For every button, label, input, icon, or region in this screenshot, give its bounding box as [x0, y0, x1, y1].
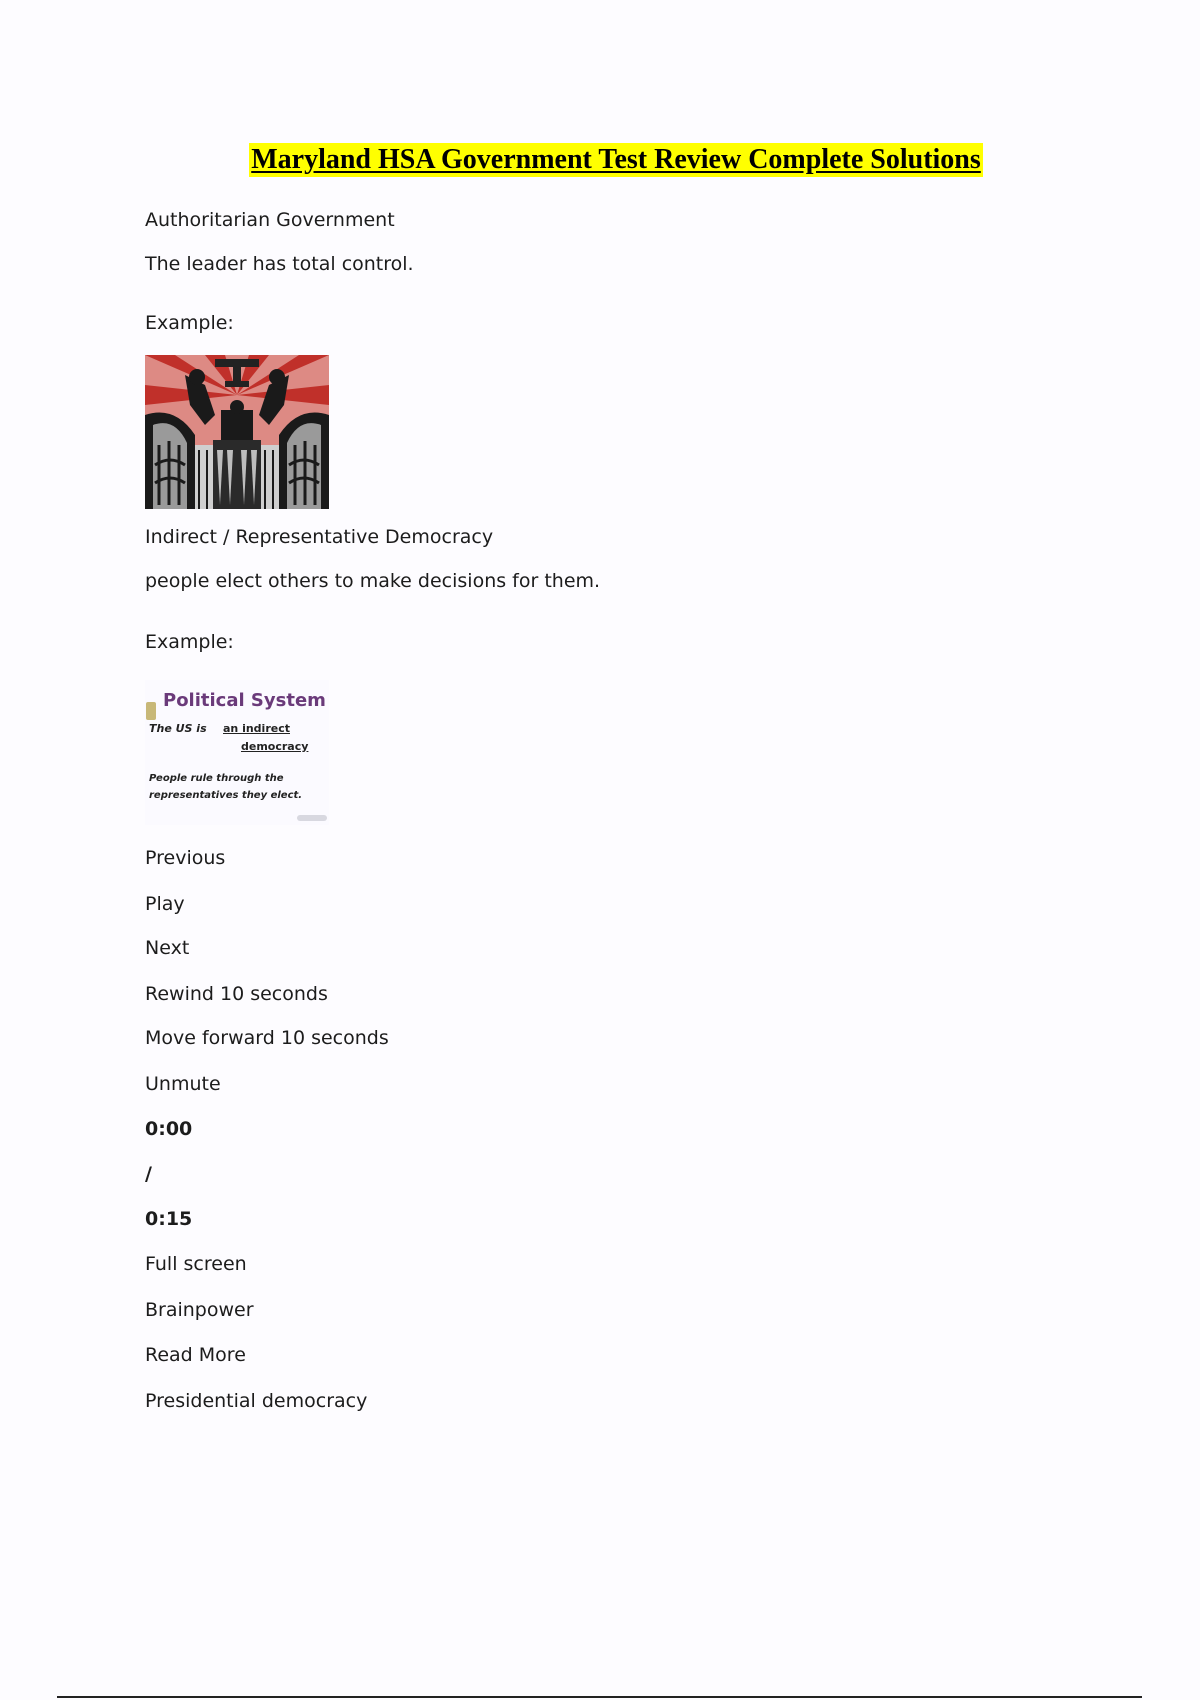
next-button[interactable]: Next — [145, 937, 190, 959]
authoritarian-poster-image — [145, 355, 329, 509]
slide-bullet-mark — [146, 702, 156, 720]
title-container — [0, 143, 1200, 177]
term-definition-authoritarian: The leader has total control. — [145, 253, 414, 275]
previous-button[interactable]: Previous — [145, 847, 226, 869]
footer-divider — [57, 1696, 1142, 1698]
slide-line-3: democracy — [241, 740, 309, 753]
slide-line-2: an indirect — [223, 722, 290, 735]
play-button[interactable]: Play — [145, 893, 185, 915]
brainpower-text: Brainpower — [145, 1299, 254, 1321]
slide-line-1: The US is — [149, 722, 207, 735]
term-heading-authoritarian: Authoritarian Government — [145, 209, 395, 231]
political-system-slide-image — [145, 680, 329, 825]
forward-button[interactable]: Move forward 10 seconds — [145, 1027, 389, 1049]
example-label-authoritarian: Example: — [145, 312, 234, 334]
term-heading-presidential-democracy: Presidential democracy — [145, 1390, 368, 1412]
duration: 0:15 — [145, 1208, 193, 1230]
unmute-button[interactable]: Unmute — [145, 1073, 221, 1095]
term-heading-indirect-democracy: Indirect / Representative Democracy — [145, 526, 494, 548]
example-label-indirect-democracy: Example: — [145, 631, 234, 653]
current-time: 0:00 — [145, 1118, 193, 1140]
slide-line-5: representatives they elect. — [149, 790, 303, 801]
time-separator: / — [145, 1163, 152, 1185]
document-title: Maryland HSA Government Test Review Complete Solutions — [251, 144, 981, 175]
slide-title: Political System — [163, 690, 326, 711]
rewind-button[interactable]: Rewind 10 seconds — [145, 983, 328, 1005]
read-more-link[interactable]: Read More — [145, 1344, 246, 1366]
slide-watermark-logo — [297, 815, 327, 821]
slide-line-4: People rule through the — [149, 773, 284, 784]
fullscreen-button[interactable]: Full screen — [145, 1253, 247, 1275]
term-definition-indirect-democracy: people elect others to make decisions for them. — [145, 570, 601, 592]
